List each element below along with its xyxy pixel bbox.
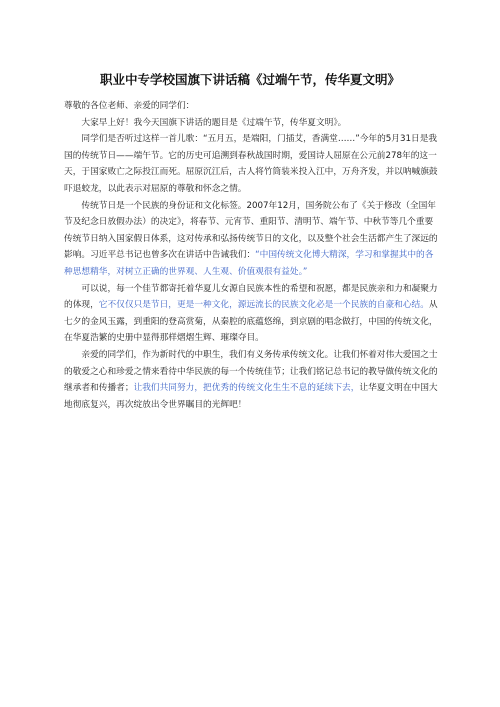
paragraph-call-to-action <box>64 347 440 413</box>
cta-highlight: 让我们共同努力，把优秀的传统文化生生不息的延续下去， <box>133 383 360 394</box>
paragraph-history: 同学们是否听过这样一首儿歌：“五月五，是端阳，门插艾，香满堂……”今年的5月31日是我国的传统节日——端午节。它的历史可追溯到春秋战国时期，爱国诗人屈原在公元前278年的这一天，于国家败亡之际投江而死。屈原沉江后，古人将竹筒装米投入江中，万舟齐发，并以呐喊旗鼓吓退蛟龙，以此表示对屈原的尊敬和怀念之情。 <box>64 134 438 194</box>
paragraph-greeting: 大家早上好！我今天国旗下讲话的题目是《过端午节，传华夏文明》。 <box>81 117 347 128</box>
paragraph-tradition <box>64 198 440 281</box>
salutation: 尊敬的各位老师、亲爱的同学们： <box>64 101 195 111</box>
paragraph-cta-text: 亲爱的同学们，作为新时代的中职生，我们有义务传承传统文化。让我们怀着对伟大爱国之士的敬爱之心和珍爱之情来看待中华民族的每一个传统佳节；让我们铭记总书记的教导做传统文化的继承者和传播者； <box>64 349 438 394</box>
paragraph-culture <box>64 281 440 347</box>
paragraph-culture-end: 从七夕的金风玉露，到重阳的登高赏菊，从秦腔的底蕴悠绵，到京剧的唱念做打，中国的传统文化，在华夏浩繁的史册中显得那样熠熠生辉、璀璨夺目。 <box>64 300 438 344</box>
paragraph-cta-end: 让华夏文明在中国大地彻底复兴，再次绽放出令世界瞩目的光辉吧！ <box>64 383 438 410</box>
document-body <box>64 98 440 413</box>
paragraph-tradition-text: 传统节日是一个民族的身份证和文化标签。2007年12月，国务院公布了《关于修改（全国年节及纪念日放假办法）的决定》，将春节、元宵节、重阳节、清明节、端午节、中秋节等几个重要传统节日纳入国家假日体系，这对传承和弘扬传统节日的文化，以及整个社会生活都产生了深远的影响。习近平总书记也曾多次在讲话中告诫我们： <box>64 200 438 261</box>
document-title: 职业中专学校国旗下讲话稿《过端午节，传华夏文明》 <box>99 72 400 87</box>
paragraph-culture-text: 可以说，每一个佳节都寄托着华夏儿女源自民族本性的希望和祝愿，都是民族亲和力和凝聚力的体现， <box>64 283 438 311</box>
culture-highlight: 它不仅仅只是节日，更是一种文化，源远流长的民族文化必是一个民族的自豪和心结。 <box>98 300 429 311</box>
quote-highlight: “中国传统文化博大精深，学习和掌握其中的各种思想精华，对树立正确的世界观、人生观、价值观很有益处。” <box>64 250 434 277</box>
